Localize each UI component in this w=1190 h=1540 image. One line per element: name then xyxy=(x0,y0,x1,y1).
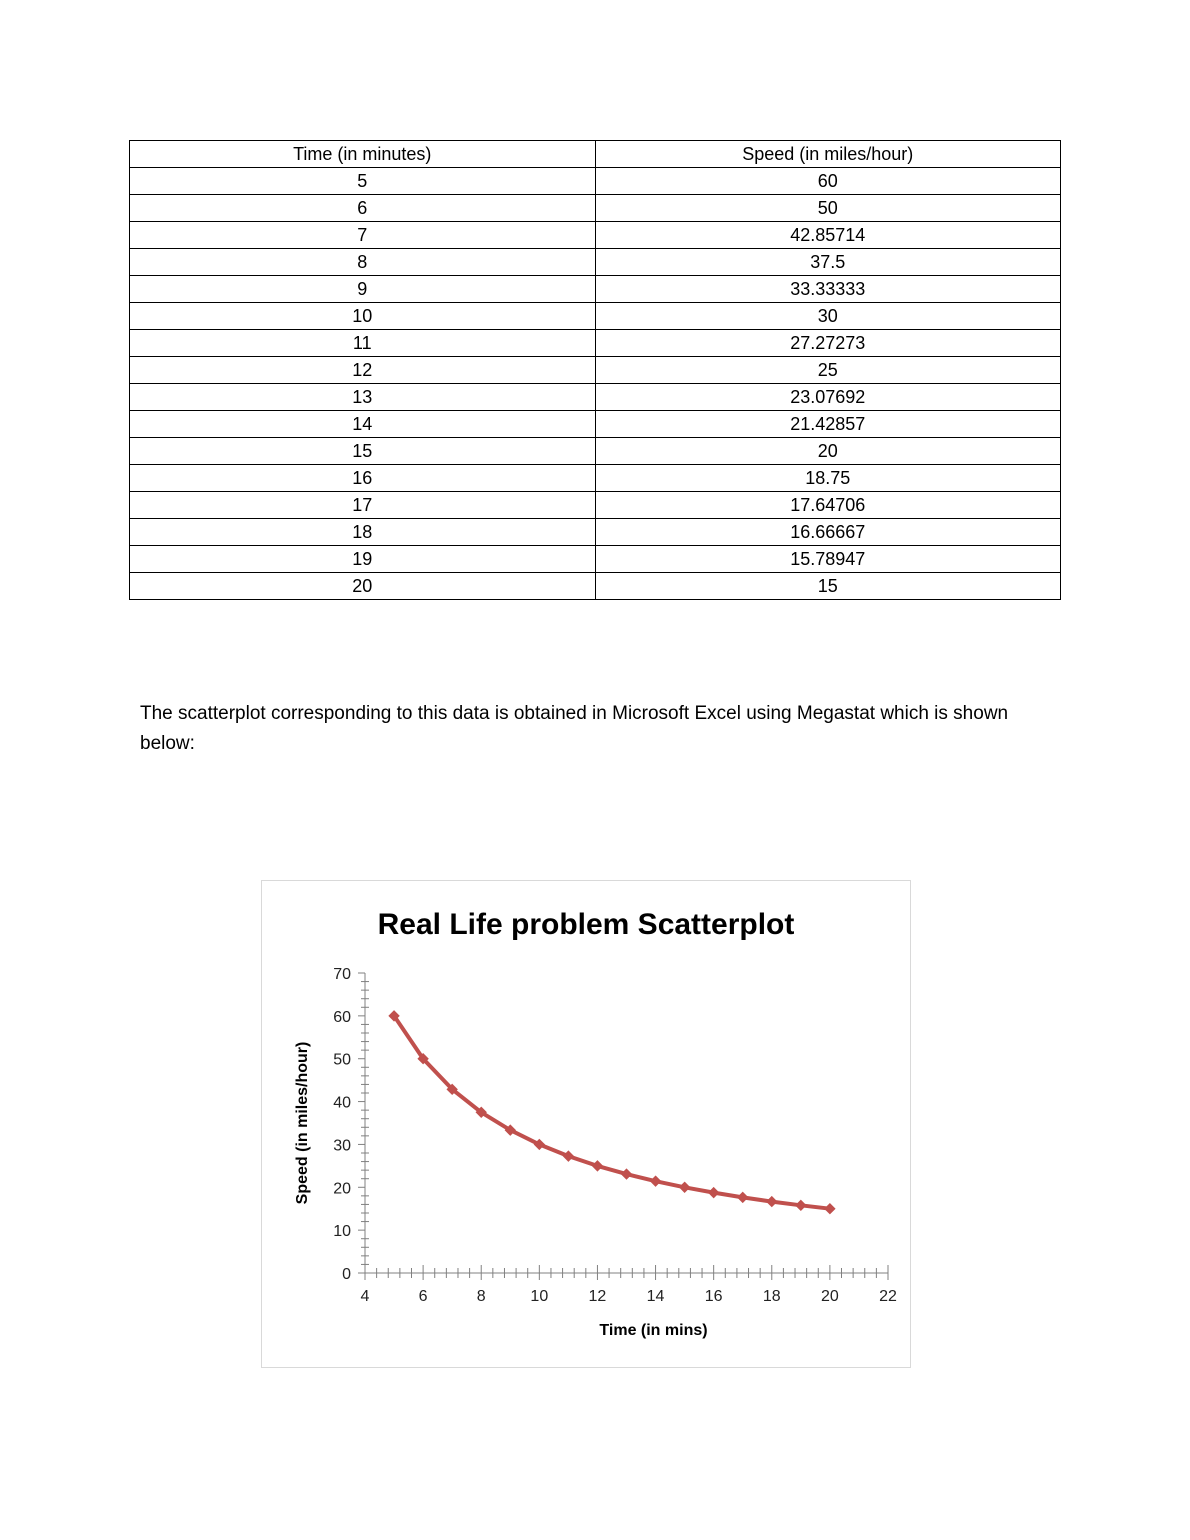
table-row xyxy=(130,303,1061,330)
table-body xyxy=(130,168,1061,600)
y-tick-label: 40 xyxy=(333,1094,351,1112)
y-tick-label: 20 xyxy=(333,1180,351,1198)
table-row xyxy=(130,222,1061,249)
y-axis-title: Speed (in miles/hour) xyxy=(294,1041,311,1205)
table-row xyxy=(130,249,1061,276)
y-tick-label: 10 xyxy=(333,1223,351,1241)
table-row xyxy=(130,573,1061,600)
table-row xyxy=(130,168,1061,195)
body-paragraph: The scatterplot corresponding to this data is obtained in Microsoft Excel using Megastat which is shown below: xyxy=(140,703,1009,754)
table-row xyxy=(130,195,1061,222)
speed-cell: 23.07692 xyxy=(595,384,1061,411)
speed-cell: 42.85714 xyxy=(595,222,1061,249)
x-tick-label: 8 xyxy=(476,1288,486,1305)
table-row xyxy=(130,519,1061,546)
series-line xyxy=(394,1016,830,1209)
x-tick-label: 4 xyxy=(360,1288,370,1305)
x-tick-label: 16 xyxy=(704,1288,723,1305)
time-cell: 18 xyxy=(130,519,596,546)
table-header-row xyxy=(130,141,1061,168)
y-tick-label: 50 xyxy=(333,1051,351,1069)
table-row xyxy=(130,492,1061,519)
speed-cell: 27.27273 xyxy=(595,330,1061,357)
x-tick-label: 6 xyxy=(418,1288,428,1305)
chart-title: Real Life problem Scatterplot xyxy=(377,908,795,941)
speed-cell: 18.75 xyxy=(595,465,1061,492)
time-cell: 17 xyxy=(130,492,596,519)
speed-cell: 50 xyxy=(595,195,1061,222)
table-row xyxy=(130,465,1061,492)
speed-cell: 33.33333 xyxy=(595,276,1061,303)
data-point xyxy=(767,1197,777,1207)
x-tick-label: 22 xyxy=(879,1288,897,1305)
speed-cell: 21.42857 xyxy=(595,411,1061,438)
time-cell: 19 xyxy=(130,546,596,573)
data-point xyxy=(680,1182,690,1192)
speed-cell: 17.64706 xyxy=(595,492,1061,519)
speed-cell: 25 xyxy=(595,357,1061,384)
table-row xyxy=(130,276,1061,303)
x-tick-label: 20 xyxy=(820,1288,839,1305)
time-cell: 16 xyxy=(130,465,596,492)
data-point xyxy=(825,1204,835,1214)
time-cell: 6 xyxy=(130,195,596,222)
time-cell: 9 xyxy=(130,276,596,303)
y-tick-label: 0 xyxy=(342,1266,351,1283)
chart-canvas xyxy=(262,881,910,1367)
data-point xyxy=(592,1161,602,1171)
data-point xyxy=(796,1200,806,1210)
table-row xyxy=(130,330,1061,357)
speed-cell: 20 xyxy=(595,438,1061,465)
scatterplot-chart xyxy=(261,880,911,1368)
table-row xyxy=(130,546,1061,573)
table-row xyxy=(130,438,1061,465)
time-cell: 14 xyxy=(130,411,596,438)
time-cell: 20 xyxy=(130,573,596,600)
speed-cell: 16.66667 xyxy=(595,519,1061,546)
table-row xyxy=(130,411,1061,438)
time-cell: 15 xyxy=(130,438,596,465)
speed-cell: 15.78947 xyxy=(595,546,1061,573)
data-table xyxy=(129,140,1061,600)
speed-cell: 30 xyxy=(595,303,1061,330)
table-header-speed: Speed (in miles/hour) xyxy=(595,141,1061,168)
x-tick-label: 10 xyxy=(530,1288,549,1305)
time-cell: 12 xyxy=(130,357,596,384)
speed-cell: 15 xyxy=(595,573,1061,600)
x-axis-title: Time (in mins) xyxy=(599,1322,708,1339)
table-row xyxy=(130,357,1061,384)
table-row xyxy=(130,384,1061,411)
time-cell: 13 xyxy=(130,384,596,411)
y-tick-label: 30 xyxy=(333,1137,351,1155)
time-cell: 8 xyxy=(130,249,596,276)
data-point xyxy=(738,1192,748,1202)
x-tick-label: 18 xyxy=(762,1288,781,1305)
table-header-time: Time (in minutes) xyxy=(130,141,596,168)
time-cell: 7 xyxy=(130,222,596,249)
y-tick-label: 60 xyxy=(333,1008,351,1026)
data-point xyxy=(622,1169,632,1179)
x-tick-label: 12 xyxy=(588,1288,607,1305)
y-tick-label: 70 xyxy=(333,966,351,983)
time-cell: 11 xyxy=(130,330,596,357)
x-tick-label: 14 xyxy=(646,1288,665,1305)
data-point xyxy=(651,1176,661,1186)
data-point xyxy=(709,1188,719,1198)
speed-cell: 60 xyxy=(595,168,1061,195)
time-cell: 10 xyxy=(130,303,596,330)
time-cell: 5 xyxy=(130,168,596,195)
speed-cell: 37.5 xyxy=(595,249,1061,276)
